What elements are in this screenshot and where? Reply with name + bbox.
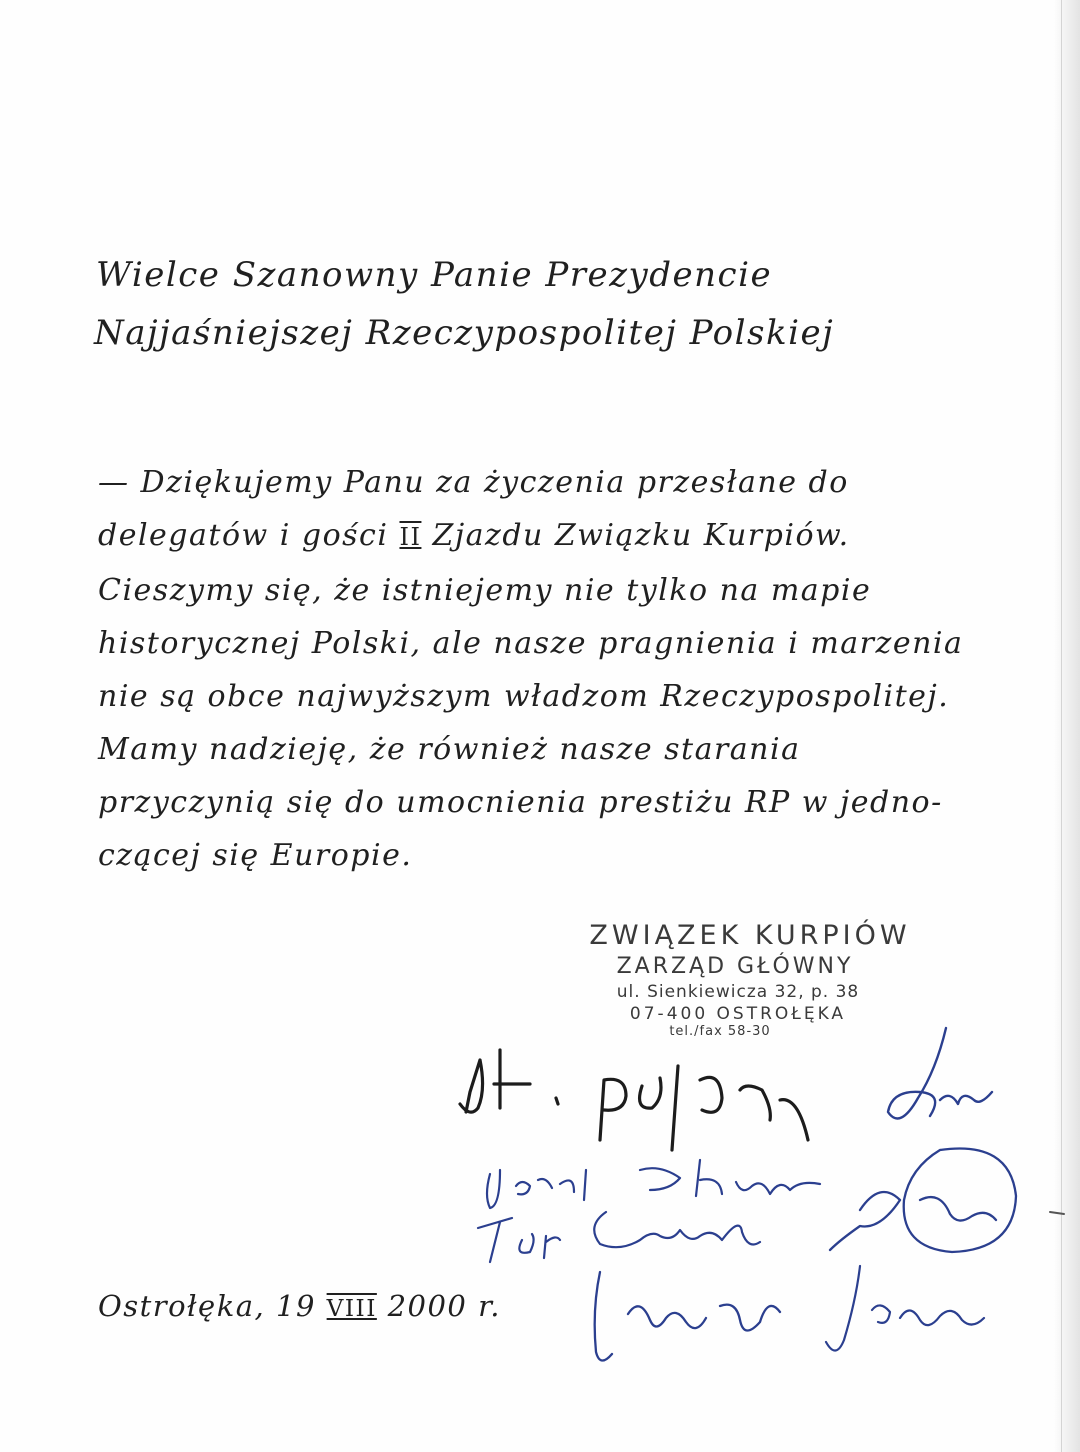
date-place: Ostrołęka, 19 xyxy=(98,1289,316,1323)
salutation-line-1: Wielce Szanowny Panie Prezydencie xyxy=(96,255,773,295)
salutation-line-2: Najjaśniejszej Rzeczypospolitej Polskiej xyxy=(94,313,835,353)
date-month: VIII xyxy=(326,1295,377,1322)
signature-blue-6 xyxy=(826,1266,984,1351)
signature-black xyxy=(460,1050,808,1150)
body-line-3: Cieszymy się, że istniejemy nie tylko na mapie xyxy=(98,573,872,608)
page-edge-shadow xyxy=(1054,0,1080,1452)
body-line-1: — Dziękujemy Panu za życzenia przesłane do xyxy=(98,465,849,500)
date-line xyxy=(98,1286,501,1329)
body-line-4: historycznej Polski, ale nasze pragnienia i marzenia xyxy=(98,626,964,661)
stamp-org: ZWIĄZEK KURPIÓW xyxy=(589,920,911,951)
body-line-7: przyczynią się do umocnienia prestiżu RP w jedno- xyxy=(98,785,943,820)
body-line-6: Mamy nadzieję, że również nasze starania xyxy=(98,732,801,767)
body-line-5: nie są obce najwyższym władzom Rzeczypospolitej. xyxy=(98,679,950,714)
body-line-2 xyxy=(98,509,963,564)
organization-stamp xyxy=(560,918,940,1040)
signature-blue-1 xyxy=(888,1028,992,1118)
stamp-street: ul. Sienkiewicza 32, p. 38 xyxy=(616,982,860,1002)
roman-numeral: II xyxy=(399,523,422,551)
signature-blue-5 xyxy=(595,1272,780,1361)
stamp-city: 07-400 OSTROŁĘKA xyxy=(629,1004,847,1024)
body-line-2b: Zjazdu Związku Kurpiów. xyxy=(432,518,850,553)
signature-blue-2 xyxy=(487,1160,820,1208)
stamp-board: ZARZĄD GŁÓWNY xyxy=(616,954,854,979)
body-line-8: czącej się Europie. xyxy=(98,838,413,873)
stamp-phone: tel./fax 58-30 xyxy=(669,1024,771,1039)
letter-body xyxy=(98,456,963,882)
signature-blue-4 xyxy=(830,1148,1016,1252)
body-line-2a: delegatów i gości xyxy=(98,518,389,553)
date-year: 2000 r. xyxy=(387,1289,501,1323)
page-fold-line xyxy=(1061,0,1062,1452)
salutation xyxy=(96,246,834,362)
signature-blue-3 xyxy=(478,1212,760,1262)
